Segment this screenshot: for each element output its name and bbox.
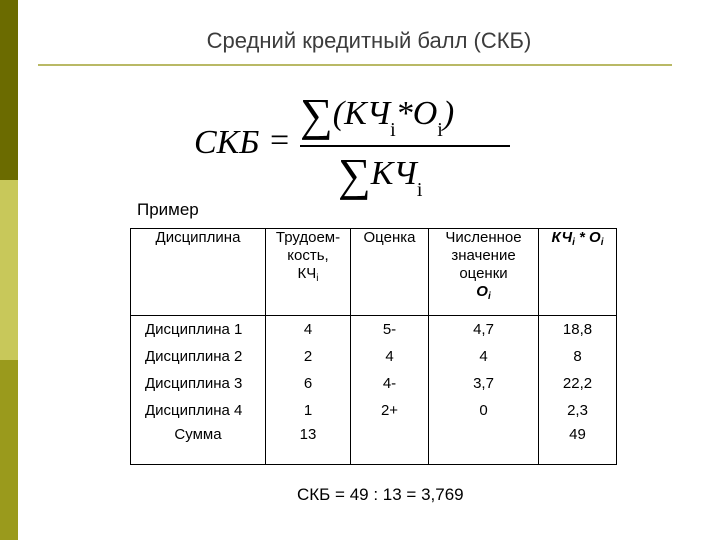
- cell-product: 18,8: [539, 316, 617, 344]
- cell-discipline: Дисциплина 3: [131, 370, 266, 397]
- cell-grade: 4-: [351, 370, 429, 397]
- table-total-row: [131, 424, 617, 465]
- header-discipline-text: Дисциплина: [155, 229, 241, 246]
- cell-credits: 6: [266, 370, 351, 397]
- header-credits-kch: КЧ: [297, 265, 317, 282]
- cell-grade: 2+: [351, 397, 429, 424]
- cell-grade: 4: [351, 343, 429, 370]
- cell-numeric: 4: [429, 343, 539, 370]
- numerator-sub-i: i: [390, 119, 396, 141]
- cell-product: 2,3: [539, 397, 617, 424]
- side-accent-bar-middle: [0, 180, 18, 360]
- header-product-times: *: [574, 229, 590, 246]
- formula-lhs: СКБ: [194, 124, 260, 161]
- cell-credits: 4: [266, 316, 351, 344]
- denominator-kch: КЧ: [370, 155, 417, 192]
- header-numeric-line4: [429, 283, 538, 306]
- header-discipline: [131, 229, 266, 316]
- header-credits-sub: i: [316, 273, 319, 284]
- numerator-o: *O: [395, 95, 438, 132]
- cell-total-label: Сумма: [131, 424, 266, 465]
- cell-product: 22,2: [539, 370, 617, 397]
- cell-credits: 1: [266, 397, 351, 424]
- header-numeric-sub: i: [487, 291, 491, 302]
- slide-title: Средний кредитный балл (СКБ): [206, 28, 532, 53]
- example-label: Пример: [137, 200, 199, 219]
- header-product-sub1: i: [572, 237, 575, 248]
- header-grade: [351, 229, 429, 316]
- cell-numeric: 0: [429, 397, 539, 424]
- title-underline: [38, 64, 672, 66]
- header-numeric-line2: значение: [451, 247, 516, 264]
- header-product-o: О: [589, 229, 601, 246]
- numerator-sub-i-2: i: [437, 119, 443, 141]
- header-credits-line3: [266, 265, 350, 288]
- header-product-kch: КЧ: [551, 229, 573, 246]
- header-credits-line2: кость,: [287, 247, 329, 264]
- denominator-sub-i: i: [416, 179, 423, 201]
- header-numeric-o: О: [476, 283, 488, 300]
- header-numeric-line3: оценки: [459, 265, 508, 282]
- cell-total-grade: [351, 424, 429, 465]
- cell-discipline: Дисциплина 1: [131, 316, 266, 344]
- header-credits-line1: Трудоем-: [275, 229, 341, 246]
- cell-numeric: 4,7: [429, 316, 539, 344]
- cell-total-numeric: [429, 424, 539, 465]
- result-formula: СКБ = 49 : 13 = 3,769: [297, 485, 464, 504]
- header-product: [539, 229, 617, 316]
- table-row: [131, 343, 617, 370]
- formula: [190, 88, 520, 203]
- table-row: [131, 397, 617, 424]
- side-accent-bar-top: [0, 0, 18, 180]
- cell-discipline: Дисциплина 2: [131, 343, 266, 370]
- header-credits: [266, 229, 351, 316]
- numerator-close-paren: ): [442, 95, 455, 132]
- fraction-line: [300, 145, 510, 147]
- sum-symbol: ∑: [300, 89, 333, 140]
- cell-numeric: 3,7: [429, 370, 539, 397]
- header-numeric: [429, 229, 539, 316]
- table-row: [131, 316, 617, 344]
- cell-credits: 2: [266, 343, 351, 370]
- cell-total-credits: 13: [266, 424, 351, 465]
- formula-numerator: [300, 88, 454, 142]
- cell-total-product: 49: [539, 424, 617, 465]
- cell-product: 8: [539, 343, 617, 370]
- sum-symbol-denominator: ∑: [338, 149, 371, 200]
- formula-denominator: [338, 148, 422, 202]
- cell-grade: 5-: [351, 316, 429, 344]
- header-grade-text: Оценка: [363, 229, 416, 246]
- table-header-row: [131, 229, 617, 316]
- side-accent-bar-bottom: [0, 360, 18, 540]
- table-row: [131, 370, 617, 397]
- cell-discipline: Дисциплина 4: [131, 397, 266, 424]
- header-product-sub2: i: [600, 237, 604, 248]
- formula-equals: =: [270, 122, 290, 159]
- header-numeric-line1: Численное: [445, 229, 522, 246]
- grades-table: [130, 228, 617, 465]
- numerator-kch: (КЧ: [332, 95, 391, 132]
